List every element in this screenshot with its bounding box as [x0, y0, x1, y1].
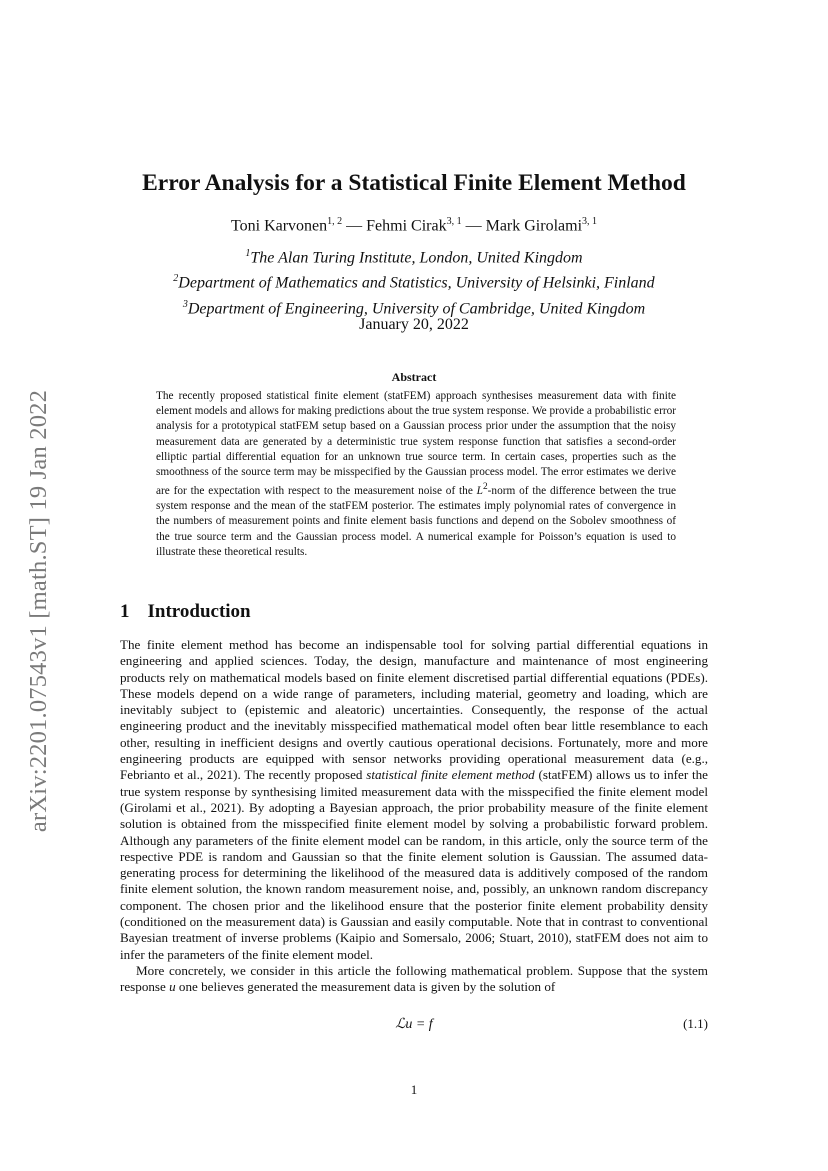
- norm-symbol: L: [476, 484, 483, 497]
- abstract-text: The recently proposed statistical finite element (statFEM) approach synthesises measurement data with finite element models and allows for making predictions about the true system response. We provide a probabilistic error analysis for a prototypical statFEM setup based on a Gaussian process prior under the assumption that the noisy measurement data are generated by a deterministic true system response function that satisfies a second-order elliptic partial differential equation for an unknown true source term. In certain cases, properties such as the smoothness of the source term may be misspecified by the Gaussian process model. The error estimates we derive are for the expectation with respect to the measurement noise of the: [156, 390, 676, 497]
- author-name: Mark Girolami: [485, 217, 583, 235]
- page-number: 1: [410, 1082, 418, 1097]
- abstract-text: -norm of the difference between the true system response and the mean of the statFEM posterior. The estimates imply polynomial rates of convergence in the numbers of measurement points and finite element basis functions and depend on the Sobolev smoothness of the true source term and the Gaussian process model. A numerical example for Poisson’s equation is used to illustrate these theoretical results.: [156, 484, 676, 558]
- author-affiliation-marker: 3, 1: [582, 216, 598, 227]
- author-affiliation-marker: 3, 1: [446, 216, 462, 227]
- section-title: Introduction: [147, 601, 251, 622]
- norm-exponent: 2: [482, 482, 488, 493]
- affiliation-marker: 1: [245, 248, 251, 259]
- affiliation-text: Department of Mathematics and Statistics, University of Helsinki, Finland: [178, 274, 655, 292]
- paragraph-text: (statFEM) allows us to infer the true system response by synthesising limited measurement data with the misspecified the finite element model (Girolami et al., 2021). By adopting a Bayesian approach, the prior probability measure of the finite element solution is obtained from the misspecified finite element model by solving a probabilistic forward problem. Although any parameters of the finite element model can be random, in this article, only the source term of the respective PDE is random and Gaussian so that the finite element solution is Gaussian. The assumed data-generating process for determining the likelihood of the measured data is additively composed of the random finite element solution, the known random measurement noise, and, possibly, an unknown random discrepancy component. The chosen prior and the likelihood ensure that the posterior finite element probability density (conditioned on the measurement data) is Gaussian and easily computable. Note that in contrast to conventional Bayesian treatment of inverse problems (Kaipio and Somersalo, 2006; Stuart, 2010), statFEM does not aim to infer the parameters of the finite element model.: [120, 767, 708, 962]
- paper-title: Error Analysis for a Statistical Finite Element Method: [142, 170, 686, 196]
- paragraph-text: More concretely, we consider in this article the following mathematical problem. Suppose that the system response: [120, 962, 708, 995]
- author-separator: —: [342, 217, 367, 235]
- author-affiliation-marker: 1, 2: [327, 216, 343, 227]
- author-separator: —: [461, 217, 486, 235]
- paragraph-text: one believes generated the measurement data is given by the solution of: [175, 979, 556, 995]
- affiliation-text: The Alan Turing Institute, London, United Kingdom: [250, 249, 583, 267]
- emphasized-term: statistical finite element method: [366, 767, 535, 783]
- abstract-heading: Abstract: [391, 370, 437, 384]
- equation-number: (1.1): [683, 1016, 708, 1031]
- author-list: [0, 216, 828, 235]
- paragraph: [120, 963, 708, 996]
- math-variable: u: [169, 979, 176, 995]
- affiliation-list: [0, 243, 828, 319]
- affiliation-marker: 2: [173, 273, 179, 285]
- paragraph: [120, 637, 708, 963]
- abstract-body: [156, 389, 676, 560]
- affiliation: [0, 243, 828, 268]
- arxiv-identifier: arXiv:2201.07543v1 [math.ST] 19 Jan 2022: [25, 389, 52, 833]
- affiliation-text: Department of Engineering, University of Cambridge, United Kingdom: [187, 299, 646, 317]
- equation-body: ℒu = f: [395, 1017, 433, 1032]
- affiliation-marker: 3: [182, 298, 188, 310]
- author-name: Toni Karvonen: [230, 217, 328, 235]
- affiliation: [0, 268, 828, 293]
- author-name: Fehmi Cirak: [366, 217, 447, 235]
- introduction-body: [120, 637, 708, 996]
- section-heading: [120, 601, 251, 623]
- publication-date: January 20, 2022: [359, 316, 469, 333]
- section-number: 1: [120, 601, 130, 622]
- paragraph-text: The finite element method has become an indispensable tool for solving partial differential equations in engineering and applied sciences. Today, the design, manufacture and maintenance of most engineering products rely on mathematical models based on finite element discretised partial differential equations (PDEs). These models depend on a wide range of parameters, including material, geometry and loading, which are inevitably subject to (epistemic and aleatoric) uncertainties. Consequently, the response of the actual engineering product and the inevitably misspecified mathematical model often bear little resemblance to each other, resulting in inefficient designs and overtly cautious operational decisions. Fortunately, more and more engineering products are equipped with sensor networks providing operational measurement data (e.g., Febrianto et al., 2021). The recently proposed: [120, 637, 708, 783]
- arxiv-sidebar: [24, 352, 54, 870]
